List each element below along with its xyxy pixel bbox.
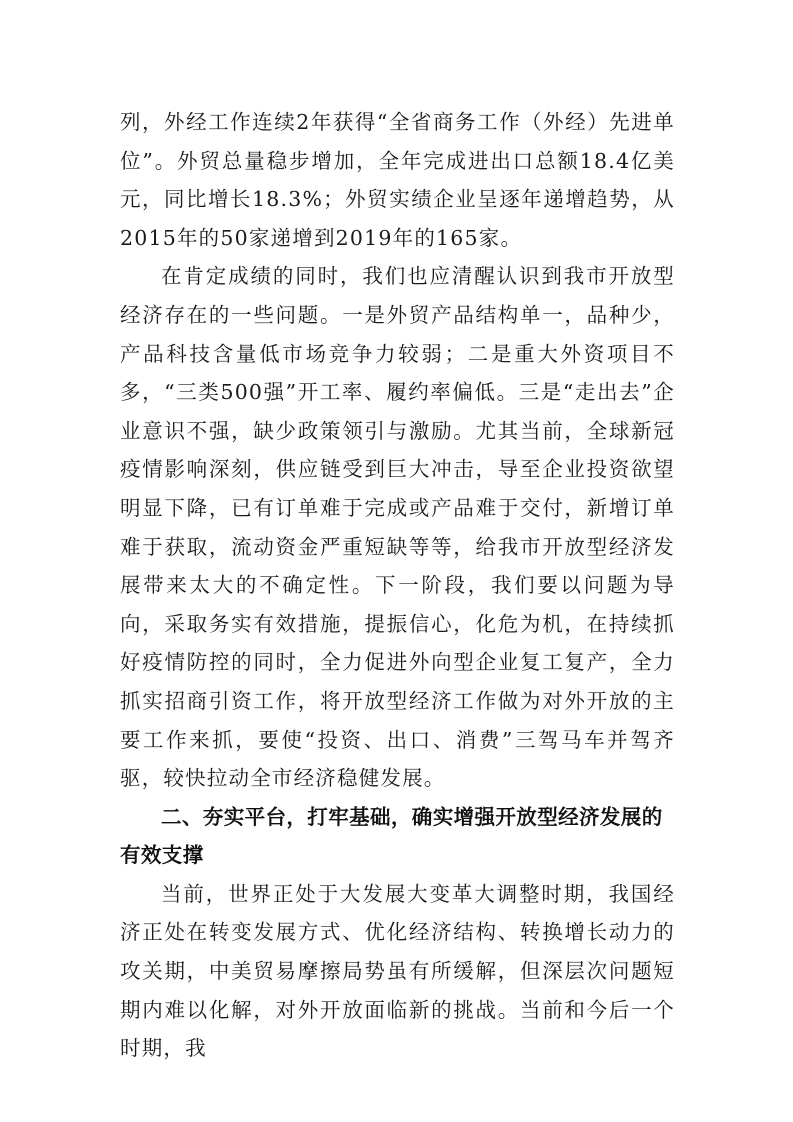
section-heading: 二、夯实平台，打牢基础，确实增强开放型经济发展的有效支撑: [120, 804, 663, 868]
paragraph-trade-results: 列，外经工作连续2年获得“全省商务工作（外经）先进单位”。外贸总量稳步增加，全年完成进出口总额18.4亿美元，同比增长18.3%；外贸实绩企业呈逐年递增趋势，从2015年的50家递增到2019年的165家。: [120, 110, 675, 250]
paragraph-current-situation: 当前，世界正处于大发展大变革大调整时期，我国经济正处在转变发展方式、优化经济结构、转换增长动力的攻关期，中美贸易摩擦局势虽有所缓解，但深层次问题短期内难以化解，对外开放面临新的挑战。当前和今后一个时期，我: [120, 881, 675, 1061]
paragraph-problems: 在肯定成绩的同时，我们也应清醒认识到我市开放型经济存在的一些问题。一是外贸产品结构单一，品种少，产品科技含量低市场竞争力较弱；二是重大外资项目不多，“三类500强”开工率、履约率偏低。三是“走出去”企业意识不强，缺少政策领引与激励。尤其当前，全球新冠疫情影响深刻，供应链受到巨大冲击，导至企业投资欲望明显下降，已有订单难于完成或产品难于交付，新增订单难于获取，流动资金严重短缺等等，给我市开放型经济发展带来太大的不确定性。下一阶段，我们要以问题为导向，采取务实有效措施，提振信心，化危为机，在持续抓好疫情防控的同时，全力促进外向型企业复工复产，全力抓实招商引资工作，将开放型经济工作做为对外开放的主要工作来抓，要使“投资、出口、消费”三驾马车并驾齐驱，较快拉动全市经济稳健发展。: [120, 264, 675, 791]
document-page: [120, 103, 675, 1068]
